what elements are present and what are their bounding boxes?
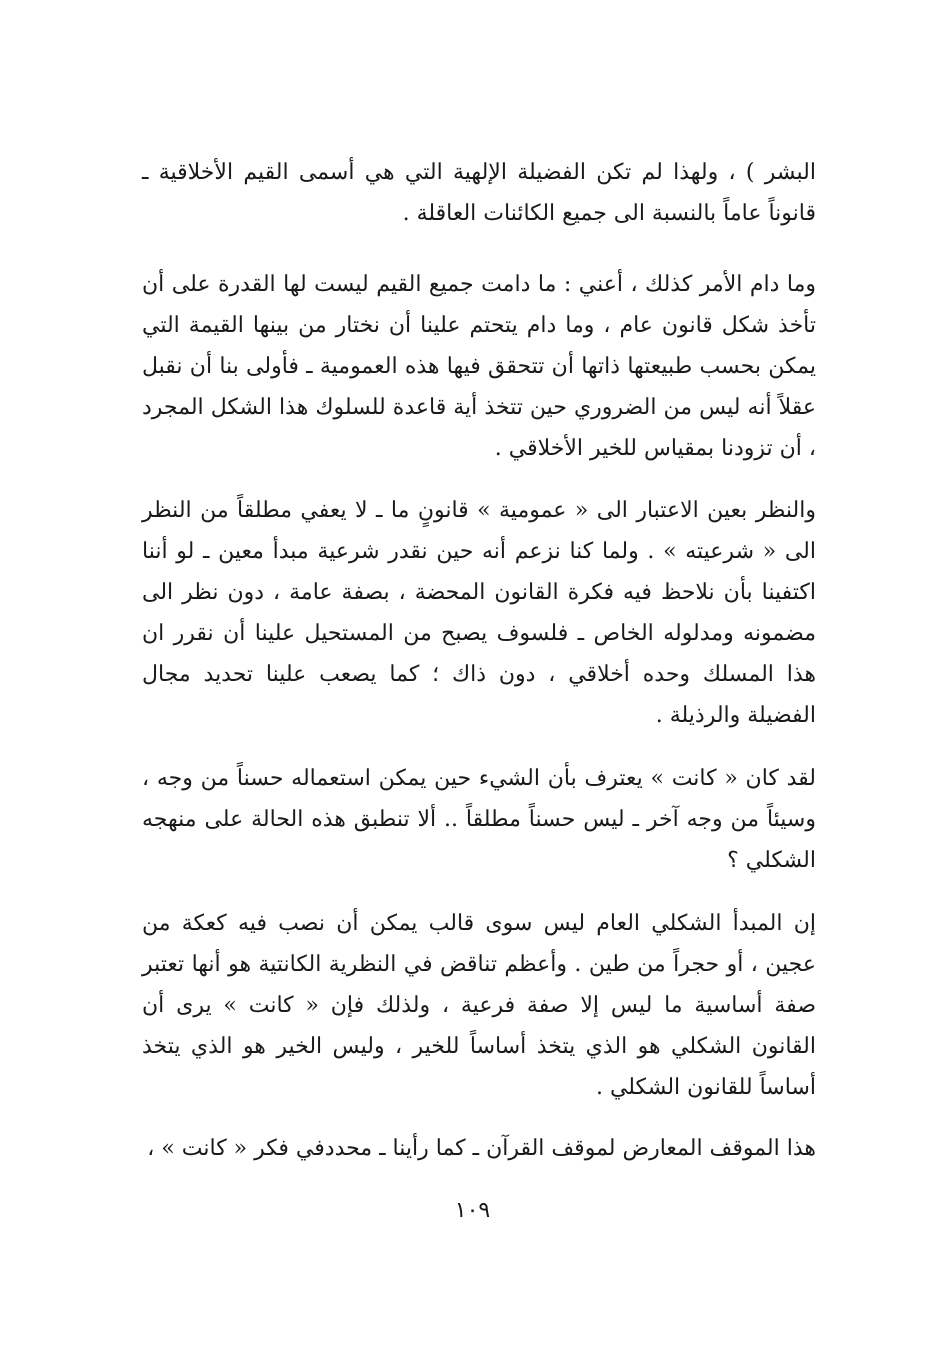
paragraph-text: البشر ) ، ولهذا لم تكن الفضيلة الإلهية التي هي أسمى القيم الأخلاقية ـ قانوناً عاماً بالنسبة الى جميع الكائنات العاقلة . <box>142 160 816 226</box>
paragraph-text: إن المبدأ الشكلي العام ليس سوى قالب يمكن أن نصب فيه كعكة من عجين ، أو حجراً من طين . وأعظم تناقض في النظرية الكانتية هو أنها تعتبر صفة أساسية ما ليس إلا صفة فرعية ، ولذلك فإن « كانت » يرى أن القانون الشكلي هو الذي يتخذ أساساً للخير ، وليس الخير هو الذي يتخذ أساساً للقانون الشكلي . <box>142 911 816 1100</box>
paragraph-text: هذا الموقف المعارض لموقف القرآن ـ كما رأينا ـ محددفي فكر « كانت » ، <box>147 1136 816 1161</box>
paragraph-text: وما دام الأمر كذلك ، أعني : ما دامت جميع القيم ليست لها القدرة على أن تأخذ شكل قانون عام ، وما دام يتحتم علينا أن نختار من بينها القيمة التي يمكن بحسب طبيعتها ذاتها أن تتحقق فيها هذه العمومية ـ فأولى بنا أن نقبل عقلاً أنه ليس من الضروري حين تتخذ أية قاعدة للسلوك هذا الشكل المجرد ، أن تزودنا بمقياس للخير الأخلاقي . <box>142 272 816 461</box>
paragraph-6 <box>142 1128 816 1169</box>
paragraph-3 <box>142 490 816 736</box>
paragraph-text: والنظر بعين الاعتبار الى « عمومية » قانونٍ ما ـ لا يعفي مطلقاً من النظر الى « شرعيته » . ولما كنا نزعم أنه حين نقدر شرعية مبدأ معين ـ لو أننا اكتفينا بأن نلاحظ فيه فكرة القانون المحضة ، بصفة عامة ، دون نظر الى مضمونه ومدلوله الخاص ـ فلسوف يصبح من المستحيل علينا أن نقرر ان هذا المسلك وحده أخلاقي ، دون ذاك ؛ كما يصعب علينا تحديد مجال الفضيلة والرذيلة . <box>142 498 816 728</box>
paragraph-1 <box>142 152 816 234</box>
paragraph-4 <box>142 758 816 881</box>
paragraph-2 <box>142 264 816 469</box>
paragraph-5 <box>142 903 816 1108</box>
page-number: ١٠٩ <box>454 1198 491 1223</box>
paragraph-text: لقد كان « كانت » يعترف بأن الشيء حين يمكن استعماله حسناً من وجه ، وسيئاً من وجه آخر ـ ليس حسناً مطلقاً .. ألا تنطبق هذه الحالة على منهجه الشكلي ؟ <box>142 766 816 873</box>
